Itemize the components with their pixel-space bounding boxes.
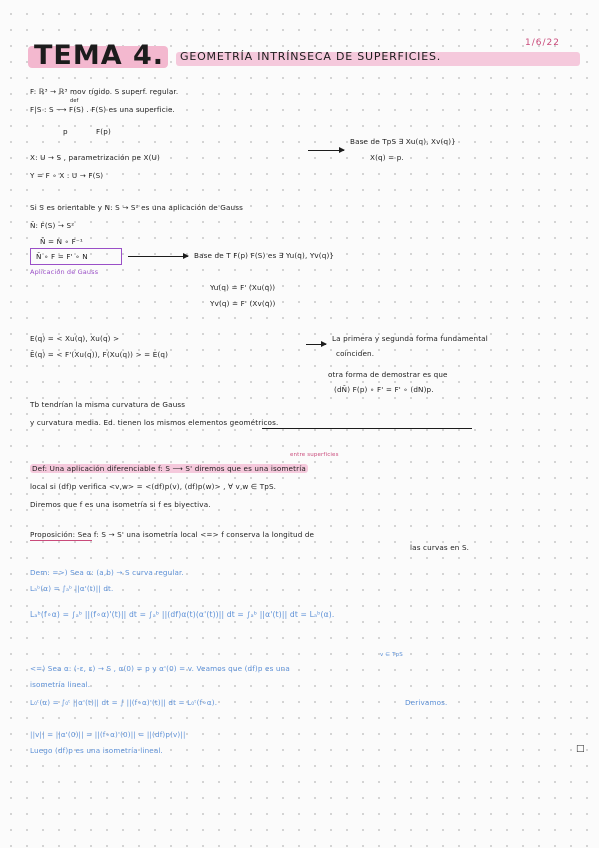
proof-line: isometría lineal.: [30, 680, 91, 689]
page-subtitle: GEOMETRÍA INTRÍNSECA DE SUPERFICIES.: [180, 50, 442, 63]
qed-mark: □: [576, 744, 585, 754]
definition-text: Def: Una aplicación diferenciable f: S ⟶ S' diremos que es una isometría: [32, 464, 306, 473]
page-title: TEMA 4.: [34, 40, 165, 71]
note-annotation: (dÑ) F(p) ∘ F' = F' ∘ (dN)p.: [334, 385, 434, 394]
note-line: Yv(q) = F' (Xv(q)): [210, 299, 276, 308]
underline: [262, 428, 472, 429]
proof-line: L₀ᵗ(α) = ∫₀ᵗ ||α'(t)|| dt = ∫ ||(f∘α)'(t)|| dt = L₀ᵗ(f∘α).: [30, 698, 218, 707]
note-line: F(p): [96, 127, 111, 136]
proof-line: Dem: =>) Sea α: (a,b) → S curva regular.: [30, 568, 184, 577]
note-annotation: La primera y segunda forma fundamental: [332, 334, 488, 343]
note-line: X: U → S , parametrización pe X(U): [30, 153, 160, 162]
note-annotation: X(q) = p.: [370, 153, 404, 162]
note-annotation: Base de T F(p) F(S) es ∃ Yu(q), Yv(q)}: [194, 251, 335, 260]
note-line: y curvatura media. Ed. tienen los mismos elementos geométricos.: [30, 418, 279, 427]
note-small: entre superficies: [290, 452, 339, 458]
note-superscript: def: [70, 98, 79, 104]
note-line: las curvas en S.: [410, 543, 470, 552]
note-small: v ∈ TpS: [380, 652, 403, 658]
note-line: F: ℝ³ → ℝ³ mov rígido. S superf. regular.: [30, 87, 179, 96]
proposition-line: Proposición: Sea f: S → S' una isometría local <=> f conserva la longitud de: [30, 530, 315, 539]
boxed-formula: Ñ ∘ F = F' ∘ N: [36, 252, 88, 261]
proof-line: Luego (df)p es una isometría lineal.: [30, 746, 163, 755]
note-line: Diremos que f es una isometría si f es biyectiva.: [30, 500, 211, 509]
underline: [30, 540, 92, 541]
proof-line: Lₐᵇ(f∘α) = ∫ₐᵇ ||(f∘α)'(t)|| dt = ∫ₐᵇ ||(df)α(t)(α'(t))|| dt = ∫ₐᵇ ||α'(t)|| dt = Lₐᵇ(α).: [30, 610, 335, 619]
note-line: local si (df)p verifica <v,w> = <(df)p(v), (df)p(w)> , ∀ v,w ∈ TpS.: [30, 482, 277, 491]
note-line: Y = F ∘ X : U → F(S): [30, 171, 104, 180]
note-line: Ñ = N ∘ F⁻¹: [40, 237, 83, 246]
note-line: Si S es orientable y N: S → S² es una aplicación de Gauss: [30, 203, 244, 212]
note-annotation: otra forma de demostrar es que: [328, 370, 448, 379]
note-caption: Aplicación de Gauss: [30, 268, 99, 276]
note-line: Ñ: F(S) → S²: [30, 221, 75, 230]
note-line: F|S : S ⟶ F(S) . F(S) es una superficie.: [30, 105, 175, 114]
proof-line: Lₐᵇ(α) = ∫ₐᵇ ||α'(t)|| dt.: [30, 584, 114, 593]
definition-line: [30, 464, 308, 473]
note-line: p: [63, 127, 68, 136]
arrow: [308, 150, 344, 151]
date: 1/6/22: [525, 38, 560, 48]
note-line: Yu(q) = F' (Xu(q)): [210, 283, 276, 292]
proof-line: ||v|| = ||α'(0)|| = ||(f∘α)'(0)|| = ||(df)p(v)||: [30, 730, 186, 739]
proof-annotation: Derivamos.: [405, 698, 448, 707]
arrow: [306, 344, 326, 345]
proof-line: <=) Sea α: (-ε, ε) → S , α(0) = p y α'(0) = v. Veamos que (df)p es una: [30, 664, 290, 673]
note-line: Tb tendrían la misma curvatura de Gauss: [30, 400, 186, 409]
arrow: [128, 256, 188, 257]
note-line: Ẽ(q) = < F'(Xu(q)), F(Xu(q)) > = E(q): [30, 350, 169, 359]
note-line: E(q) = < Xu(q), Xu(q) >: [30, 334, 120, 343]
note-annotation: Base de TpS ∃ Xu(q), Xv(q)}: [350, 137, 456, 146]
note-annotation: coinciden.: [336, 349, 375, 358]
